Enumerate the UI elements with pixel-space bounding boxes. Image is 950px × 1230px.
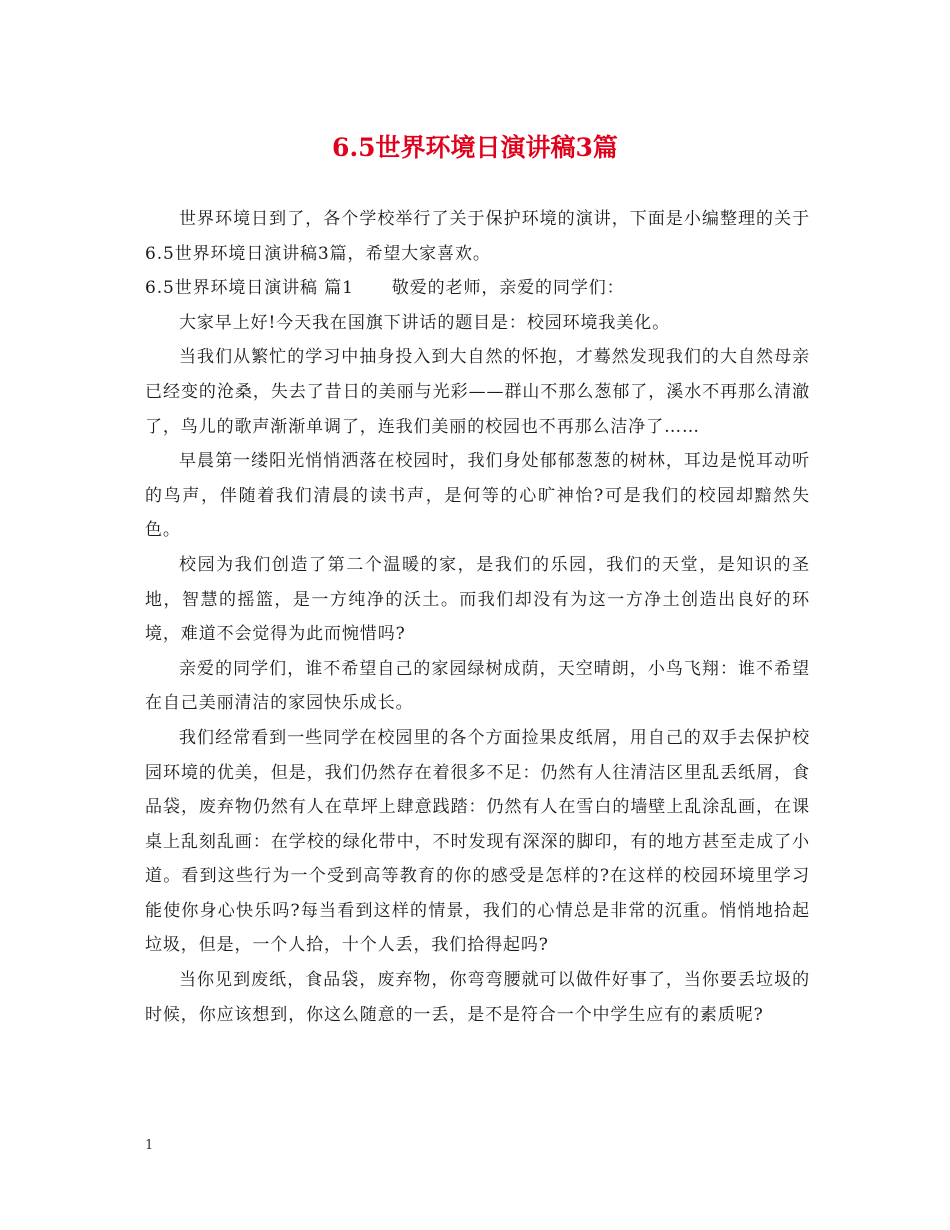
paragraph: 我们经常看到一些同学在校园里的各个方面捡果皮纸屑，用自己的双手去保护校园环境的优美，但是，我们仍然存在着很多不足：仍然有人往清洁区里乱丢纸屑，食品袋，废弃物仍然有人在草坪上肆意践踏：仍然有人在雪白的墙壁上乱涂乱画，在课桌上乱刻乱画：在学校的绿化带中，不时发现有深深的脚印，有的地方甚至走成了小道。看到这些行为一个受到高等教育的你的感受是怎样的?在这样的校园环境里学习能使你身心快乐吗?每当看到这样的情景，我们的心情总是非常的沉重。悄悄地拾起垃圾，但是，一个人拾，十个人丢，我们拾得起吗? (145, 727, 810, 956)
paragraph: 大家早上好!今天我在国旗下讲话的题目是：校园环境我美化。 (179, 312, 671, 333)
paragraph: 校园为我们创造了第二个温暖的家，是我们的乐园，我们的天堂，是知识的圣地，智慧的摇篮，是一方纯净的沃土。而我们却没有为这一方净土创造出良好的环境，难道不会觉得为此而惋惜吗? (145, 554, 810, 645)
document-title: 6.5世界环境日演讲稿3篇 (332, 133, 618, 162)
paragraph: 当你见到废纸，食品袋，废弃物，你弯弯腰就可以做件好事了，当你要丢垃圾的时候，你应该想到，你这么随意的一丢，是不是符合一个中学生应有的素质呢? (145, 970, 810, 1025)
intro-paragraph: 世界环境日到了，各个学校举行了关于保护环境的演讲，下面是小编整理的关于6.5世界环境日演讲稿3篇，希望大家喜欢。 (145, 209, 810, 264)
paragraph: 早晨第一缕阳光悄悄洒落在校园时，我们身处郁郁葱葱的树林，耳边是悦耳动听的鸟声，伴随着我们清晨的读书声，是何等的心旷神怡?可是我们的校园却黯然失色。 (145, 451, 810, 541)
page-number: 1 (145, 1138, 154, 1153)
paragraph: 亲爱的同学们，谁不希望自己的家园绿树成荫，天空晴朗，小鸟飞翔：谁不希望在自己美丽清洁的家园快乐成长。 (145, 658, 810, 714)
paragraph: 当我们从繁忙的学习中抽身投入到大自然的怀抱，才蓦然发现我们的大自然母亲已经变的沧桑，失去了昔日的美丽与光彩——群山不那么葱郁了，溪水不再那么清澈了，鸟儿的歌声渐渐单调了，连我们美丽的校园也不再那么洁净了…… (145, 347, 810, 437)
salutation: 敬爱的老师，亲爱的同学们： (391, 278, 625, 299)
document-body (145, 202, 810, 1032)
section-heading: 6.5世界环境日演讲稿 篇1 (145, 278, 354, 299)
section-heading-line (145, 271, 810, 306)
